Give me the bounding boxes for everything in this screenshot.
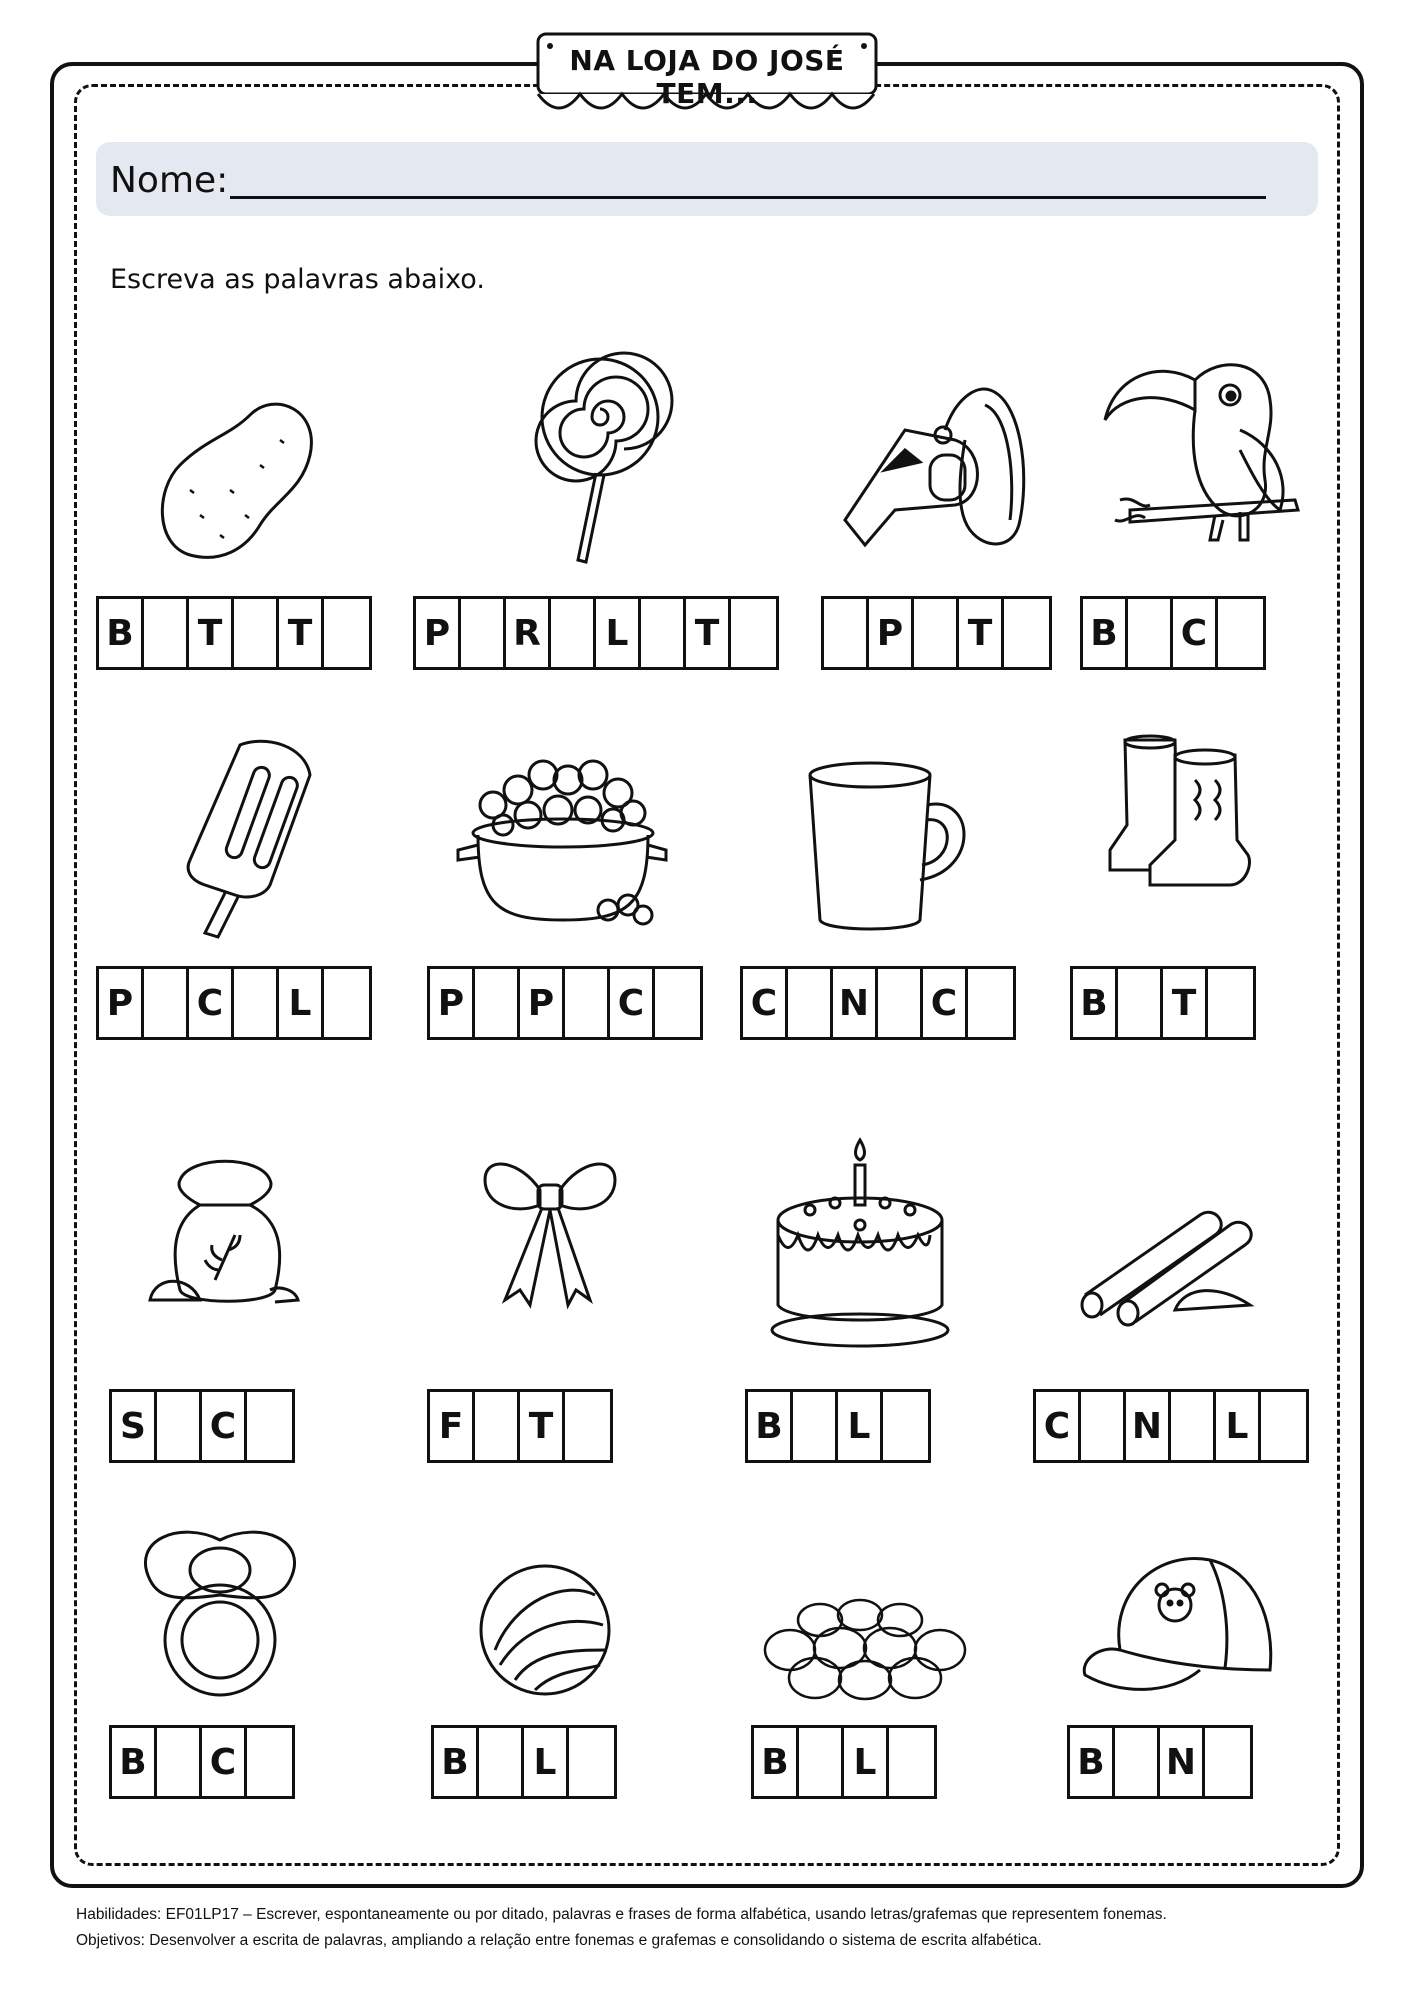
letter-box-filled: C [1173,599,1218,667]
letter-box-filled: B [754,1728,799,1796]
letter-boxes-word-13 [109,1725,295,1799]
letter-box-blank[interactable] [731,599,776,667]
letter-box-blank[interactable] [655,969,700,1037]
letter-box-blank[interactable] [1118,969,1163,1037]
letter-box-filled: S [112,1392,157,1460]
letter-box-blank[interactable] [1128,599,1173,667]
letter-box-blank[interactable] [1081,1392,1126,1460]
letter-box-blank[interactable] [247,1392,292,1460]
footer-skills: Habilidades: EF01LP17 – Escrever, espontaneamente ou por ditado, palavras e frases de forma alfabética, usando letras/grafemas que representem fonemas. [76,1906,1167,1923]
letter-box-blank[interactable] [878,969,923,1037]
letter-box-blank[interactable] [144,599,189,667]
letter-box-filled: C [610,969,655,1037]
letter-box-blank[interactable] [144,969,189,1037]
letter-box-filled: F [430,1392,475,1460]
cinnamon-icon [1080,1200,1260,1320]
letter-box-filled: C [923,969,968,1037]
name-label: Nome: [110,160,229,201]
letter-box-filled: B [1083,599,1128,667]
letter-box-filled: C [1036,1392,1081,1460]
letter-box-filled: L [524,1728,569,1796]
letter-box-blank[interactable] [565,969,610,1037]
letter-box-blank[interactable] [788,969,833,1037]
letter-box-filled: R [506,599,551,667]
letter-box-blank[interactable] [883,1392,928,1460]
letter-boxes-word-11 [745,1389,931,1463]
letter-box-filled: N [1160,1728,1205,1796]
letter-box-blank[interactable] [234,969,279,1037]
letter-box-filled: C [202,1392,247,1460]
letter-boxes-word-8 [1070,966,1256,1040]
letter-box-blank[interactable] [157,1728,202,1796]
letter-box-filled: T [520,1392,565,1460]
letter-box-filled: T [686,599,731,667]
letter-box-filled: P [520,969,565,1037]
gumdrops-icon [760,1600,970,1700]
instruction-text: Escreva as palavras abaixo. [110,264,485,295]
letter-box-filled: C [202,1728,247,1796]
letter-boxes-word-7 [740,966,1016,1040]
letter-box-filled: P [99,969,144,1037]
letter-boxes-word-14 [431,1725,617,1799]
letter-box-blank[interactable] [1004,599,1049,667]
letter-boxes-word-3 [821,596,1052,670]
letter-box-filled: N [833,969,878,1037]
banner-title: NA LOJA DO JOSÉ TEM... [569,44,845,110]
letter-box-filled: L [279,969,324,1037]
letter-boxes-word-10 [427,1389,613,1463]
letter-box-blank[interactable] [1208,969,1253,1037]
letter-box-blank[interactable] [1115,1728,1160,1796]
letter-box-filled: P [430,969,475,1037]
letter-box-filled: L [596,599,641,667]
letter-box-blank[interactable] [968,969,1013,1037]
letter-box-blank[interactable] [914,599,959,667]
letter-boxes-word-5 [96,966,372,1040]
letter-box-blank[interactable] [793,1392,838,1460]
letter-boxes-word-6 [427,966,703,1040]
letter-box-blank[interactable] [1218,599,1263,667]
letter-box-filled: B [112,1728,157,1796]
letter-box-filled: C [189,969,234,1037]
toucan-icon [1100,350,1300,555]
letter-box-filled: C [743,969,788,1037]
letter-boxes-word-16 [1067,1725,1253,1799]
letter-box-filled: L [838,1392,883,1460]
letter-box-filled: P [869,599,914,667]
boots-icon [1105,730,1250,890]
letter-box-filled: N [1126,1392,1171,1460]
name-write-line[interactable] [230,196,1266,199]
letter-box-filled: T [189,599,234,667]
letter-boxes-word-9 [109,1389,295,1463]
footer-objectives: Objetivos: Desenvolver a escrita de palavras, ampliando a relação entre fonemas e grafemas e consolidando o sistema de escrita alfabética. [76,1932,1042,1949]
popsicle-icon [180,735,320,935]
letter-box-filled: T [279,599,324,667]
letter-box-blank[interactable] [247,1728,292,1796]
letter-box-blank[interactable] [157,1392,202,1460]
letter-box-blank[interactable] [569,1728,614,1796]
ribbon-bow-icon [480,1150,620,1310]
letter-box-filled: L [844,1728,889,1796]
letter-box-filled: B [434,1728,479,1796]
letter-box-blank[interactable] [479,1728,524,1796]
potato-icon [150,395,320,565]
letter-box-blank[interactable] [475,1392,520,1460]
letter-box-blank[interactable] [324,599,369,667]
whistle-icon [835,380,1035,555]
cake-icon [770,1135,950,1350]
letter-box-blank[interactable] [641,599,686,667]
candy-ball-icon [475,1560,615,1700]
letter-boxes-word-15 [751,1725,937,1799]
letter-box-filled: B [1073,969,1118,1037]
letter-box-filled: P [416,599,461,667]
letter-box-blank[interactable] [551,599,596,667]
letter-box-filled: T [1163,969,1208,1037]
title-banner [532,30,882,120]
letter-box-filled: B [99,599,144,667]
letter-box-blank[interactable] [565,1392,610,1460]
popcorn-icon [458,755,668,930]
letter-box-blank[interactable] [824,599,869,667]
mug-icon [805,760,975,935]
letter-box-filled: B [748,1392,793,1460]
letter-box-blank[interactable] [799,1728,844,1796]
letter-box-blank[interactable] [889,1728,934,1796]
letter-box-blank[interactable] [475,969,520,1037]
pacifier-icon [130,1520,310,1700]
letter-box-filled: L [1216,1392,1261,1460]
letter-box-blank[interactable] [461,599,506,667]
name-field-bar [96,142,1318,216]
letter-box-blank[interactable] [1205,1728,1250,1796]
letter-box-blank[interactable] [324,969,369,1037]
letter-box-blank[interactable] [1171,1392,1216,1460]
letter-box-blank[interactable] [234,599,279,667]
flour-sack-icon [150,1150,300,1310]
cap-icon [1080,1550,1275,1700]
letter-boxes-word-4 [1080,596,1266,670]
lollipop-icon [530,355,670,565]
letter-boxes-word-1 [96,596,372,670]
letter-box-filled: B [1070,1728,1115,1796]
letter-box-filled: T [959,599,1004,667]
letter-box-blank[interactable] [1261,1392,1306,1460]
letter-boxes-word-2 [413,596,779,670]
letter-boxes-word-12 [1033,1389,1309,1463]
